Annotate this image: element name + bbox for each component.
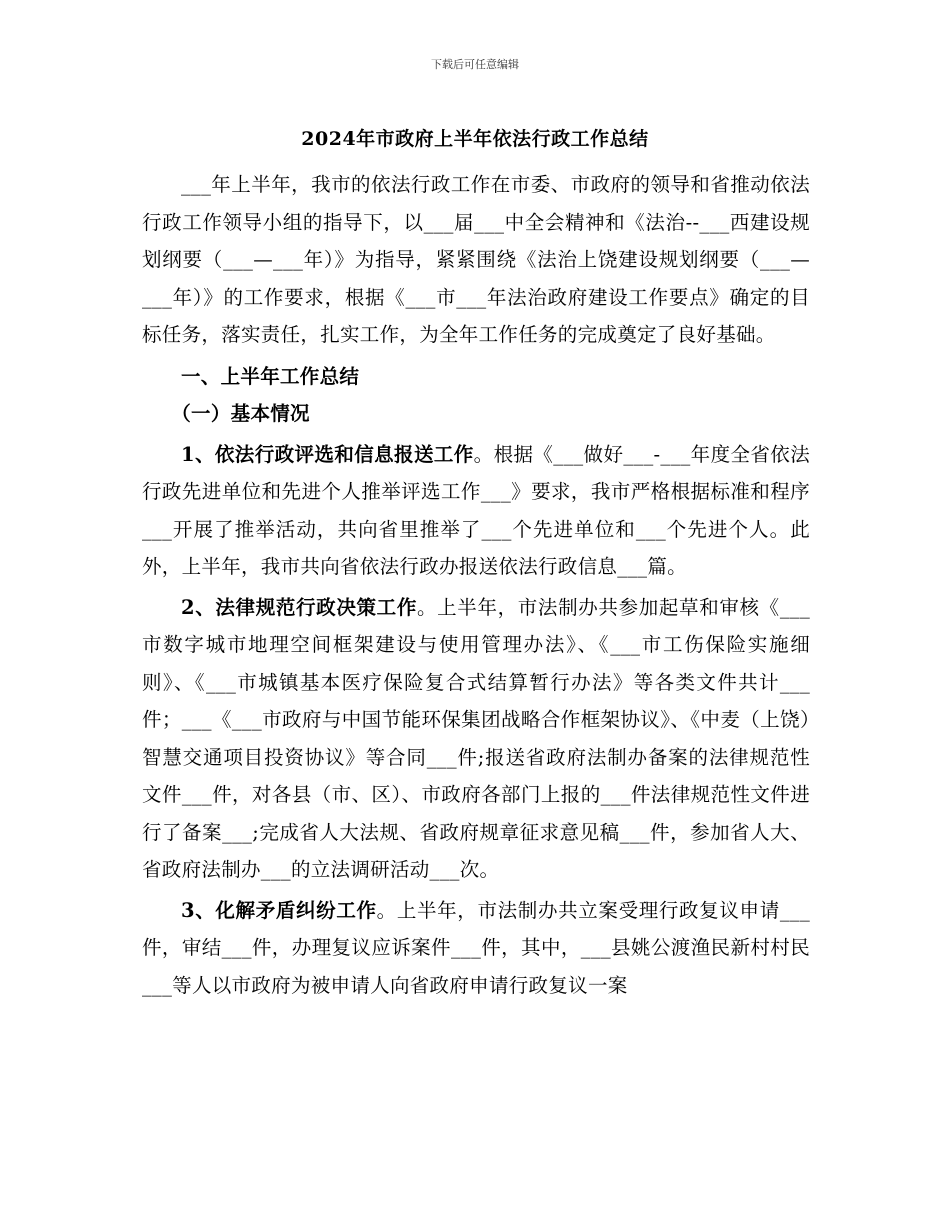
intro-paragraph: ___年上半年，我市的依法行政工作在市委、市政府的领导和省推动依法行政工作领导小组的指导下，以___届___中全会精神和《法治--___西建设规划纲要（___—___年）》为指导，紧紧围绕《法治上饶建设规划纲要（___—___年）》的工作要求，根据《___市___年法治政府建设工作要点》确定的目标任务，落实责任，扎实工作，为全年工作任务的完成奠定了良好基础。 <box>142 173 810 346</box>
item-paragraph-1 <box>142 436 810 586</box>
document-title: 2024年市政府上半年依法行政工作总结 <box>301 128 649 150</box>
item-text: 。上半年，市法制办共立案受理行政复议申请___件，审结___件，办理复议应诉案件___件，其中，___县姚公渡渔民新村村民___等人以市政府为被申请人向省政府申请行政复议一案 <box>142 898 810 997</box>
subsection-heading: （一）基本情况 <box>171 402 310 425</box>
item-lead: 2、法律规范行政决策工作 <box>181 595 417 619</box>
item-text: 。上半年，市法制办共参加起草和审核《___市数字城市地理空间框架建设与使用管理办法》、《___市工伤保险实施细则》、《___市城镇基本医疗保险复合式结算暂行办法》等各类文件共计___件；___《___市政府与中国节能环保集团战略合作框架协议》、《中麦（上饶）智慧交通项目投资协议》等合同___件;报送省政府法制办备案的法律规范性文件___件，对各县（市、区）、市政府各部门上报的___件法律规范性文件进行了备案___;完成省人大法规、省政府规章征求意见稿___件，参加省人大、省政府法制办___的立法调研活动___次。 <box>142 595 810 881</box>
item-paragraph-3 <box>142 892 810 1005</box>
item-lead: 1、依法行政评选和信息报送工作 <box>181 442 474 466</box>
item-paragraph-2 <box>142 589 810 889</box>
item-text: 。根据《___做好___-___年度全省依法行政先进单位和先进个人推举评选工作___》要求，我市严格根据标准和程序___开展了推举活动，共向省里推举了___个先进单位和___个先进个人。此外，上半年，我市共向省依法行政办报送依法行政信息___篇。 <box>142 442 810 578</box>
section-heading: 一、上半年工作总结 <box>181 364 360 388</box>
document-body <box>142 166 810 1004</box>
item-lead: 3、化解矛盾纠纷工作 <box>181 898 377 922</box>
header-note: 下载后可任意编辑 <box>431 58 519 71</box>
